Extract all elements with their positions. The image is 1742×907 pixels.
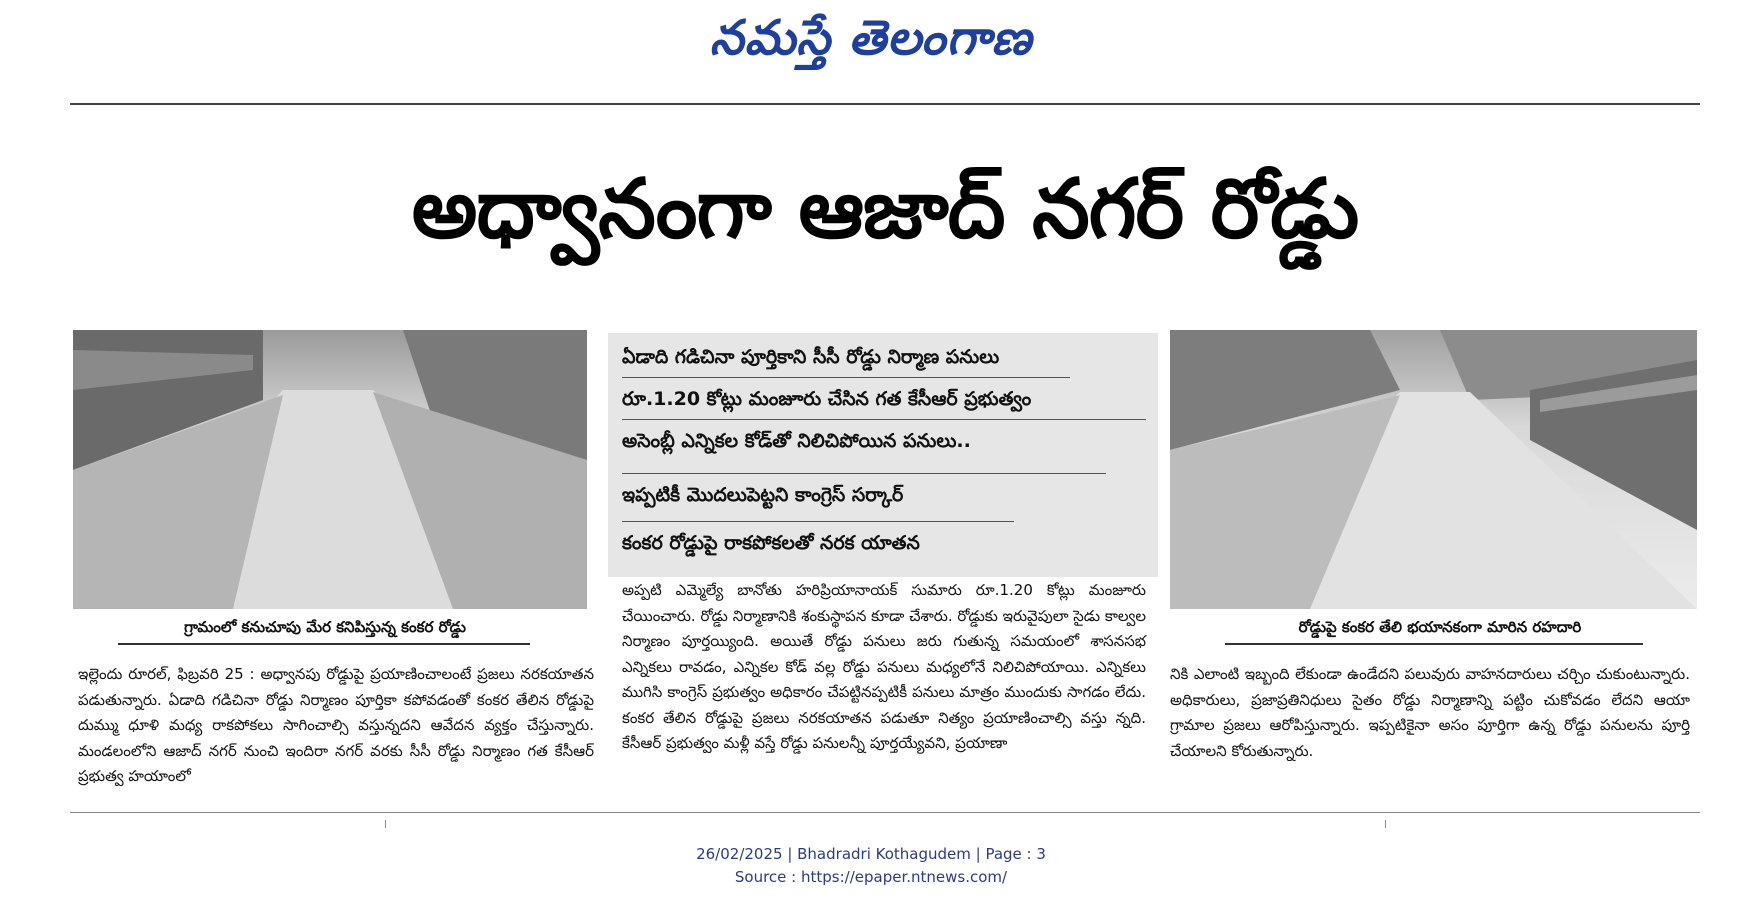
article-column-3: నికి ఎలాంటి ఇబ్బంది లేకుండా ఉండేదని పలువురు వాహనదారులు చర్చిం చుకుంటున్నారు. అధికారులు, ప్రజాప్రతినిధులు సైతం రోడ్డు నిర్మాణాన్ని పట్టిం చుకోవడం లేదని ఆయా గ్రామాల ప్రజలు ఆరోపిస్తున్నారు. ఇప్పటికైనా అసం పూర్తిగా ఉన్న రోడ్డు పనులను పూర్తి చేయాలని కోరుతున్నారు. [1170, 665, 1690, 760]
highlight-divider [622, 473, 1106, 474]
highlight-divider [622, 521, 1014, 522]
column-tick [385, 820, 386, 828]
masthead-divider [70, 103, 1700, 105]
footer-source-link[interactable]: Source : https://epaper.ntnews.com/ [734, 868, 1008, 886]
highlight-divider [622, 419, 1146, 420]
highlight-item: కంకర రోడ్డుపై రాకపోకలతో నరక యాతన [622, 532, 920, 554]
article-column-2: అప్పటి ఎమ్మెల్యే బానోతు హరిప్రియానాయక్ సుమారు రూ.1.20 కోట్లు మంజూరు చేయించారు. రోడ్డు నిర్మాణానికి శంకుస్థాపన కూడా చేశారు. రోడ్డుకు ఇరువైపులా సైడు కాల్వల నిర్మాణం పూర్తయ్యింది. అయితే రోడ్డు పనులు జరు గుతున్న సమయంలో శాసనసభ ఎన్నికలు రావడం, ఎన్నికల కోడ్ వల్ల రోడ్డు పనులు మధ్యలోనే నిలిచిపోయాయి. ఎన్నికలు ముగిసి కాంగ్రెస్ ప్రభుత్వం అధికారం చేపట్టినప్పటికీ పనులు మాత్రం ముందుకు సాగడం లేదు. కంకర తేలిన రోడ్డుపై ప్రజలు నరకయాతన పడుతూ నిత్యం ప్రయాణించాల్సి వస్తు న్నది. కేసీఆర్ ప్రభుత్వం మళ్లీ వస్తే రోడ్డు పనులన్నీ పూర్తయ్యేవని, ప్రయాణా [622, 581, 1146, 752]
article-column-1: ఇల్లెందు రూరల్, ఫిబ్రవరి 25 : అధ్వానపు రోడ్డుపై ప్రయాణించాలంటే ప్రజలు నరకయాతన పడుతున్నారు. ఏడాది గడిచినా రోడ్డు నిర్మాణం పూర్తికా కపోవడంతో కంకర తేలిన రోడ్డుపై దుమ్ము ధూళి మధ్య రాకపోకలు సాగించాల్సి వస్తున్నదని ఆవేదన వ్యక్తం చేస్తున్నారు. మండలంలోని ఆజాద్ నగర్ నుంచి ఇందిరా నగర్ వరకు సీసీ రోడ్డు నిర్మాణం గత కేసీఆర్ ప్రభుత్వ హయాంలో [78, 665, 594, 785]
highlight-item: రూ.1.20 కోట్లు మంజూరు చేసిన గత కేసీఆర్ ప్రభుత్వం [622, 388, 1032, 410]
caption-underline [1225, 643, 1643, 645]
caption-left: గ్రామంలో కనుచూపు మేర కనిపిస్తున్న కంకర రోడ్డు [184, 618, 466, 636]
column-tick [1385, 820, 1386, 828]
caption-underline [118, 643, 530, 645]
page-bottom-rule [70, 812, 1700, 813]
highlight-item: అసెంబ్లీ ఎన్నికల కోడ్‌తో నిలిచిపోయిన పనులు.. [622, 430, 971, 452]
caption-right: రోడ్డుపై కంకర తేలి భయానకంగా మారిన రహదారి [1298, 618, 1582, 636]
photo-left-road [73, 330, 587, 609]
headline: అధ్వానంగా ఆజాద్ నగర్ రోడ్డు [411, 162, 1359, 257]
highlight-item: ఏడాది గడిచినా పూర్తికాని సీసీ రోడ్డు నిర్మాణ పనులు [622, 346, 1000, 368]
photo-right-road [1170, 330, 1697, 609]
footer-edition-info: 26/02/2025 | Bhadradri Kothagudem | Page : 3 [696, 845, 1046, 863]
highlight-divider [622, 377, 1070, 378]
highlight-item: ఇప్పటికీ మొదలుపెట్టని కాంగ్రెస్ సర్కార్ [622, 484, 904, 506]
masthead-logo: నమస్తే తెలంగాణ [709, 10, 1033, 66]
highlights-box [608, 333, 1158, 577]
